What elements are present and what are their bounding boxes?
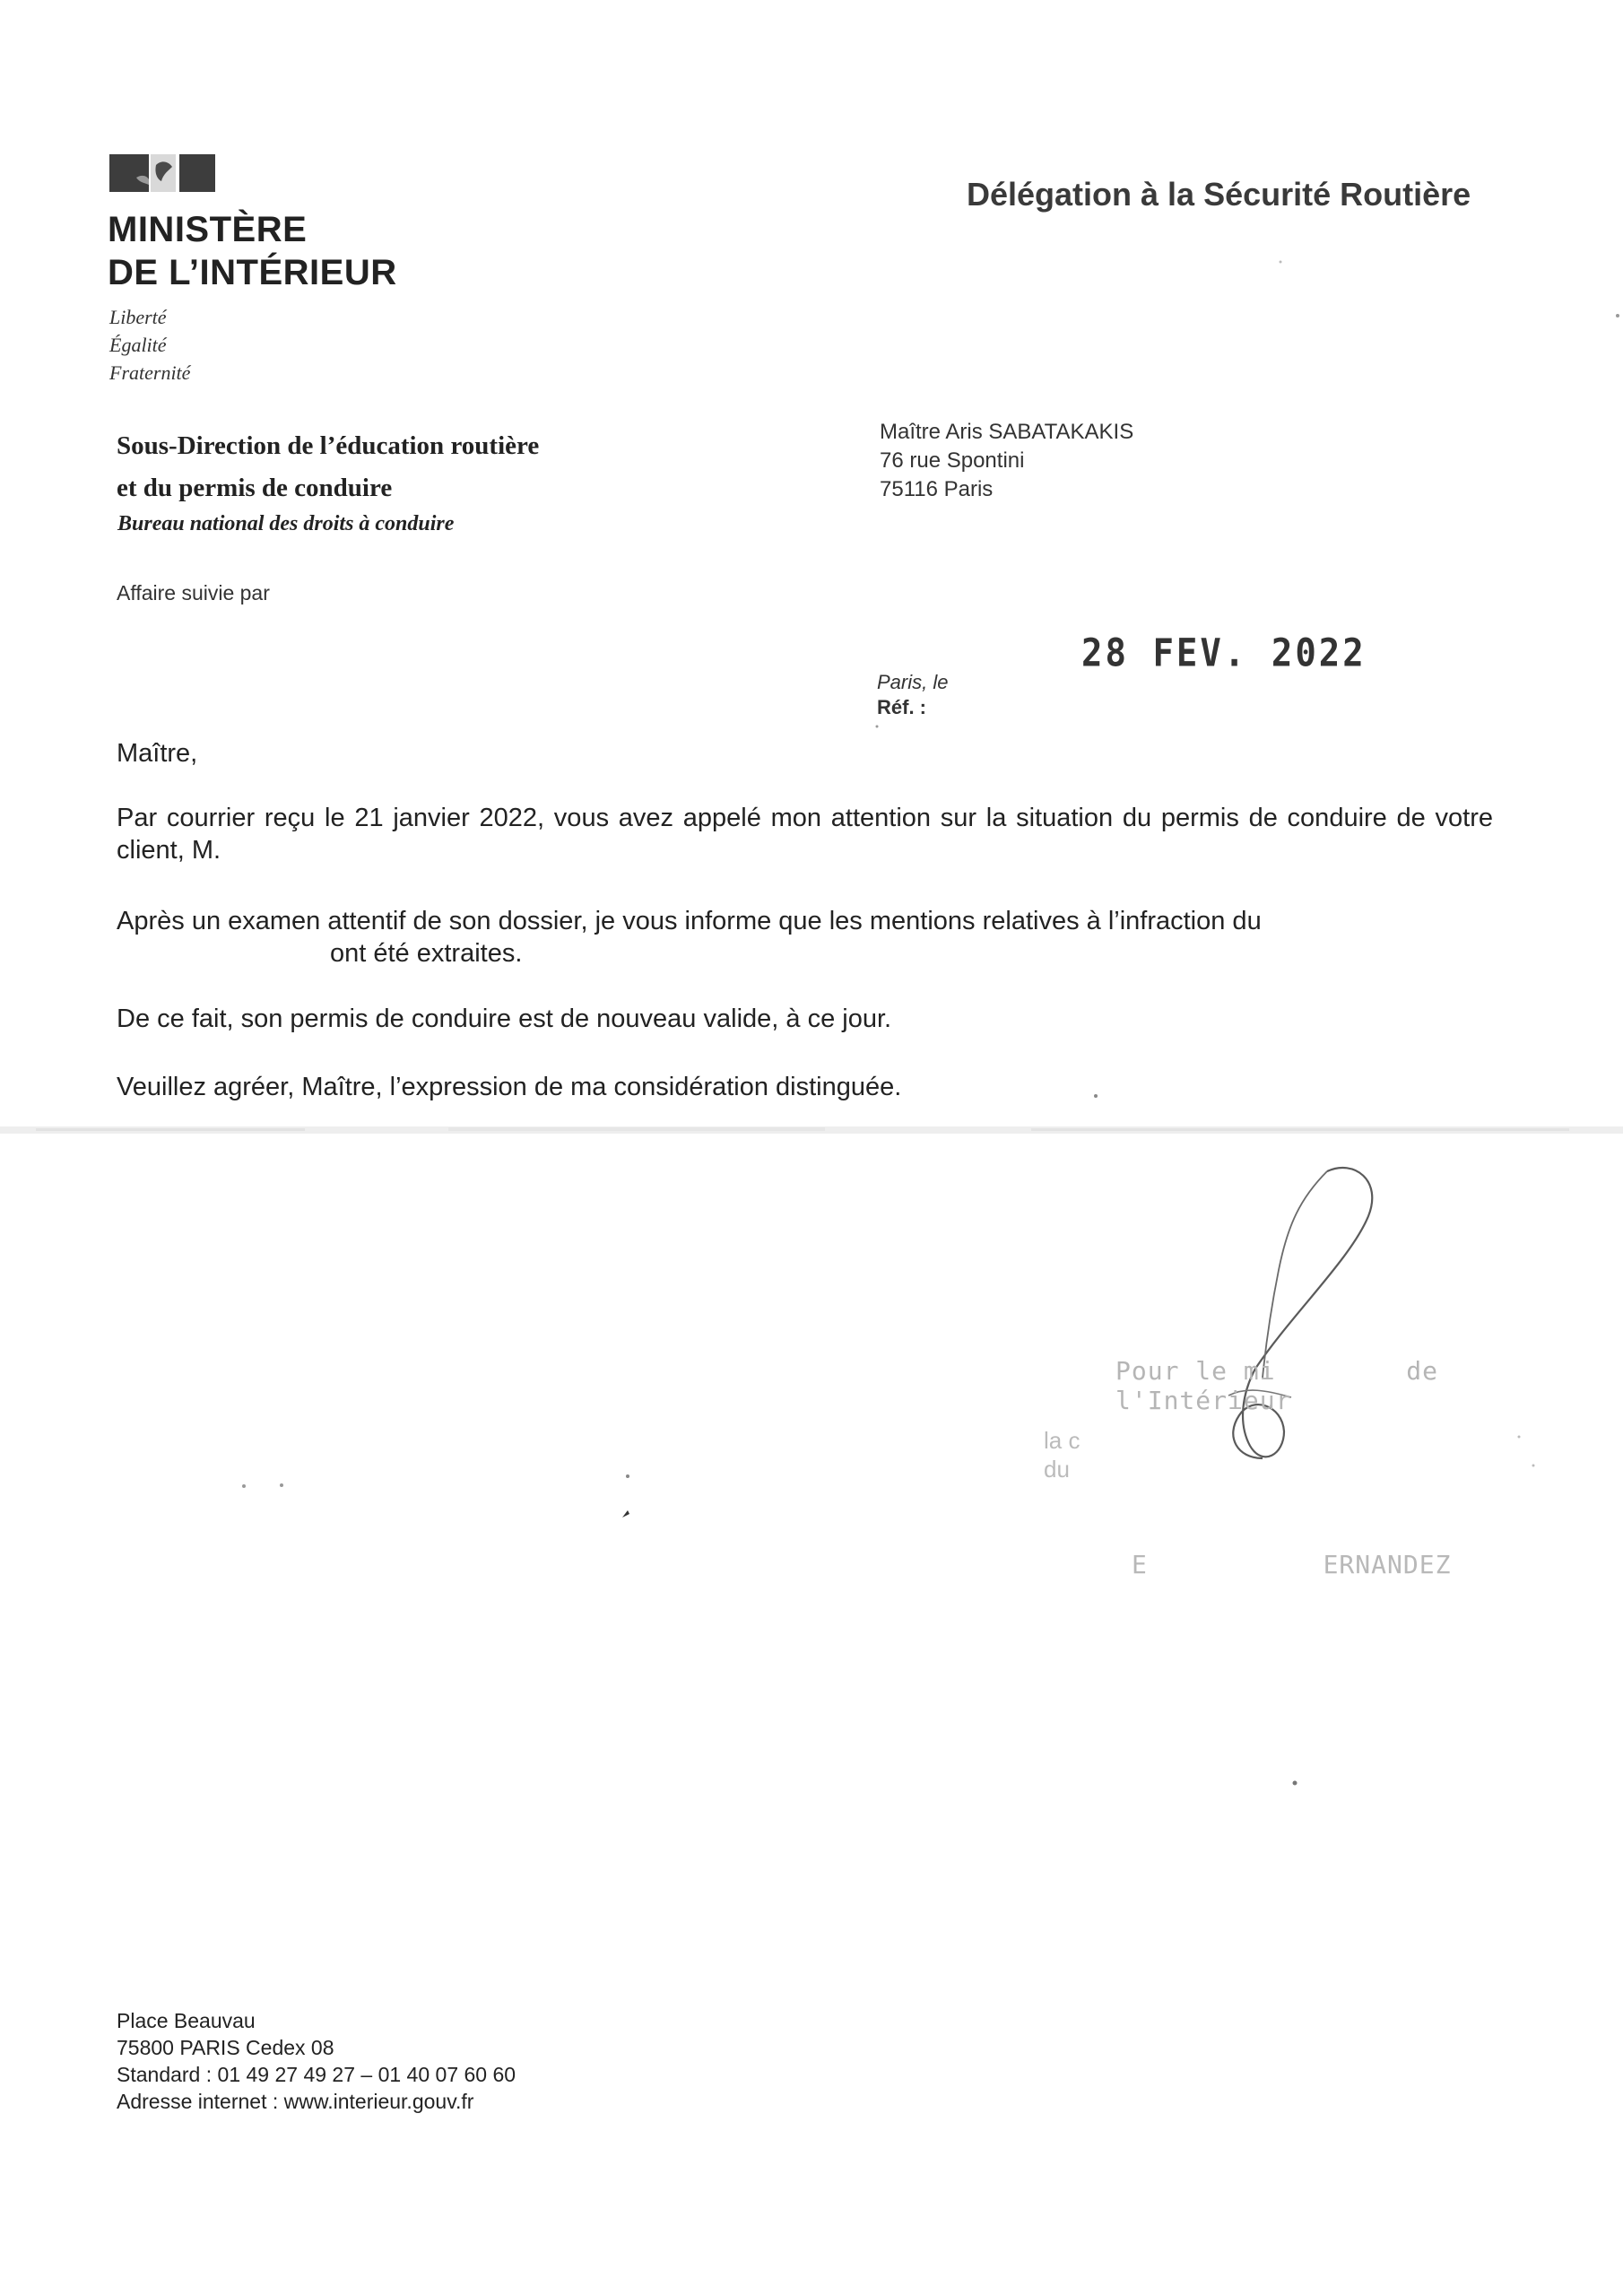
recipient-name: Maître Aris SABATAKAKIS xyxy=(880,420,1134,444)
footer-internet-link[interactable]: www.interieur.gouv.fr xyxy=(283,2090,474,2113)
footer-standard xyxy=(117,2061,516,2088)
signature-title-line-2: du xyxy=(1044,1456,1070,1483)
reference-label: Réf. : xyxy=(877,696,926,718)
footer-internet-label: Adresse internet : xyxy=(117,2090,279,2113)
signatory-name-start: E xyxy=(1132,1550,1148,1579)
handwritten-signature xyxy=(1031,1162,1497,1503)
paragraph-3: De ce fait, son permis de conduire est de nouveau valide, à ce jour. xyxy=(117,1004,892,1033)
motto-egalite: Égalité xyxy=(109,334,167,356)
signatory-name xyxy=(1132,1550,1451,1579)
subdirection-line-1: Sous-Direction de l’éducation routière xyxy=(117,431,540,460)
delegation-title: Délégation à la Sécurité Routière xyxy=(967,176,1471,213)
signature-title-fragment xyxy=(1044,1426,1080,1483)
subdirection-line-2: et du permis de conduire xyxy=(117,474,393,502)
footer-line-2: 75800 PARIS Cedex 08 xyxy=(117,2036,334,2059)
salutation: Maître, xyxy=(117,739,198,768)
signature-stamp-end: de l'Intérieur xyxy=(1115,1356,1439,1415)
signature-title-line-1: la c xyxy=(1044,1427,1081,1454)
footer-line-1: Place Beauvau xyxy=(117,2009,256,2032)
ministry-name xyxy=(108,208,397,294)
scan-artifact-band xyxy=(0,1121,1623,1139)
paragraph-2 xyxy=(117,905,1493,970)
ministry-line-1: MINISTÈRE xyxy=(108,210,308,249)
motto-liberte: Liberté xyxy=(109,306,167,328)
signatory-name-end: ERNANDEZ xyxy=(1323,1550,1452,1579)
signature-stamp xyxy=(1115,1356,1623,1415)
ministry-line-2: DE L’INTÉRIEUR xyxy=(108,253,397,292)
footer-standard-value: 01 49 27 49 27 – 01 40 07 60 60 xyxy=(217,2063,516,2086)
recipient-address xyxy=(880,418,1133,504)
paragraph-2-line-2: ont été extraites. xyxy=(330,939,523,968)
footer-internet xyxy=(117,2088,516,2115)
motto-fraternite: Fraternité xyxy=(109,361,191,384)
recipient-street: 76 rue Spontini xyxy=(880,448,1025,473)
recipient-city: 75116 Paris xyxy=(880,477,994,501)
marianne-logo-icon xyxy=(109,152,215,194)
bureau-name: Bureau national des droits à conduire xyxy=(117,512,455,535)
closing-formula: Veuillez agréer, Maître, l’expression de ma considération distinguée. xyxy=(117,1073,902,1101)
republic-motto xyxy=(109,303,190,387)
footer-address xyxy=(117,2007,516,2115)
paragraph-2-line-1: Après un examen attentif de son dossier, je vous informe que les mentions relatives à l’infraction du xyxy=(117,907,1262,935)
place-date-label: Paris, le xyxy=(877,671,949,693)
footer-standard-label: Standard : xyxy=(117,2063,213,2086)
date-stamp: 28 FEV. 2022 xyxy=(1081,631,1367,676)
paragraph-1: Par courrier reçu le 21 janvier 2022, vous avez appelé mon attention sur la situation du permis de conduire de votre client, M. xyxy=(117,804,1493,865)
affaire-suivie: Affaire suivie par xyxy=(117,581,270,604)
signature-stamp-start: Pour le mi xyxy=(1115,1356,1276,1386)
subdirection xyxy=(117,425,539,509)
